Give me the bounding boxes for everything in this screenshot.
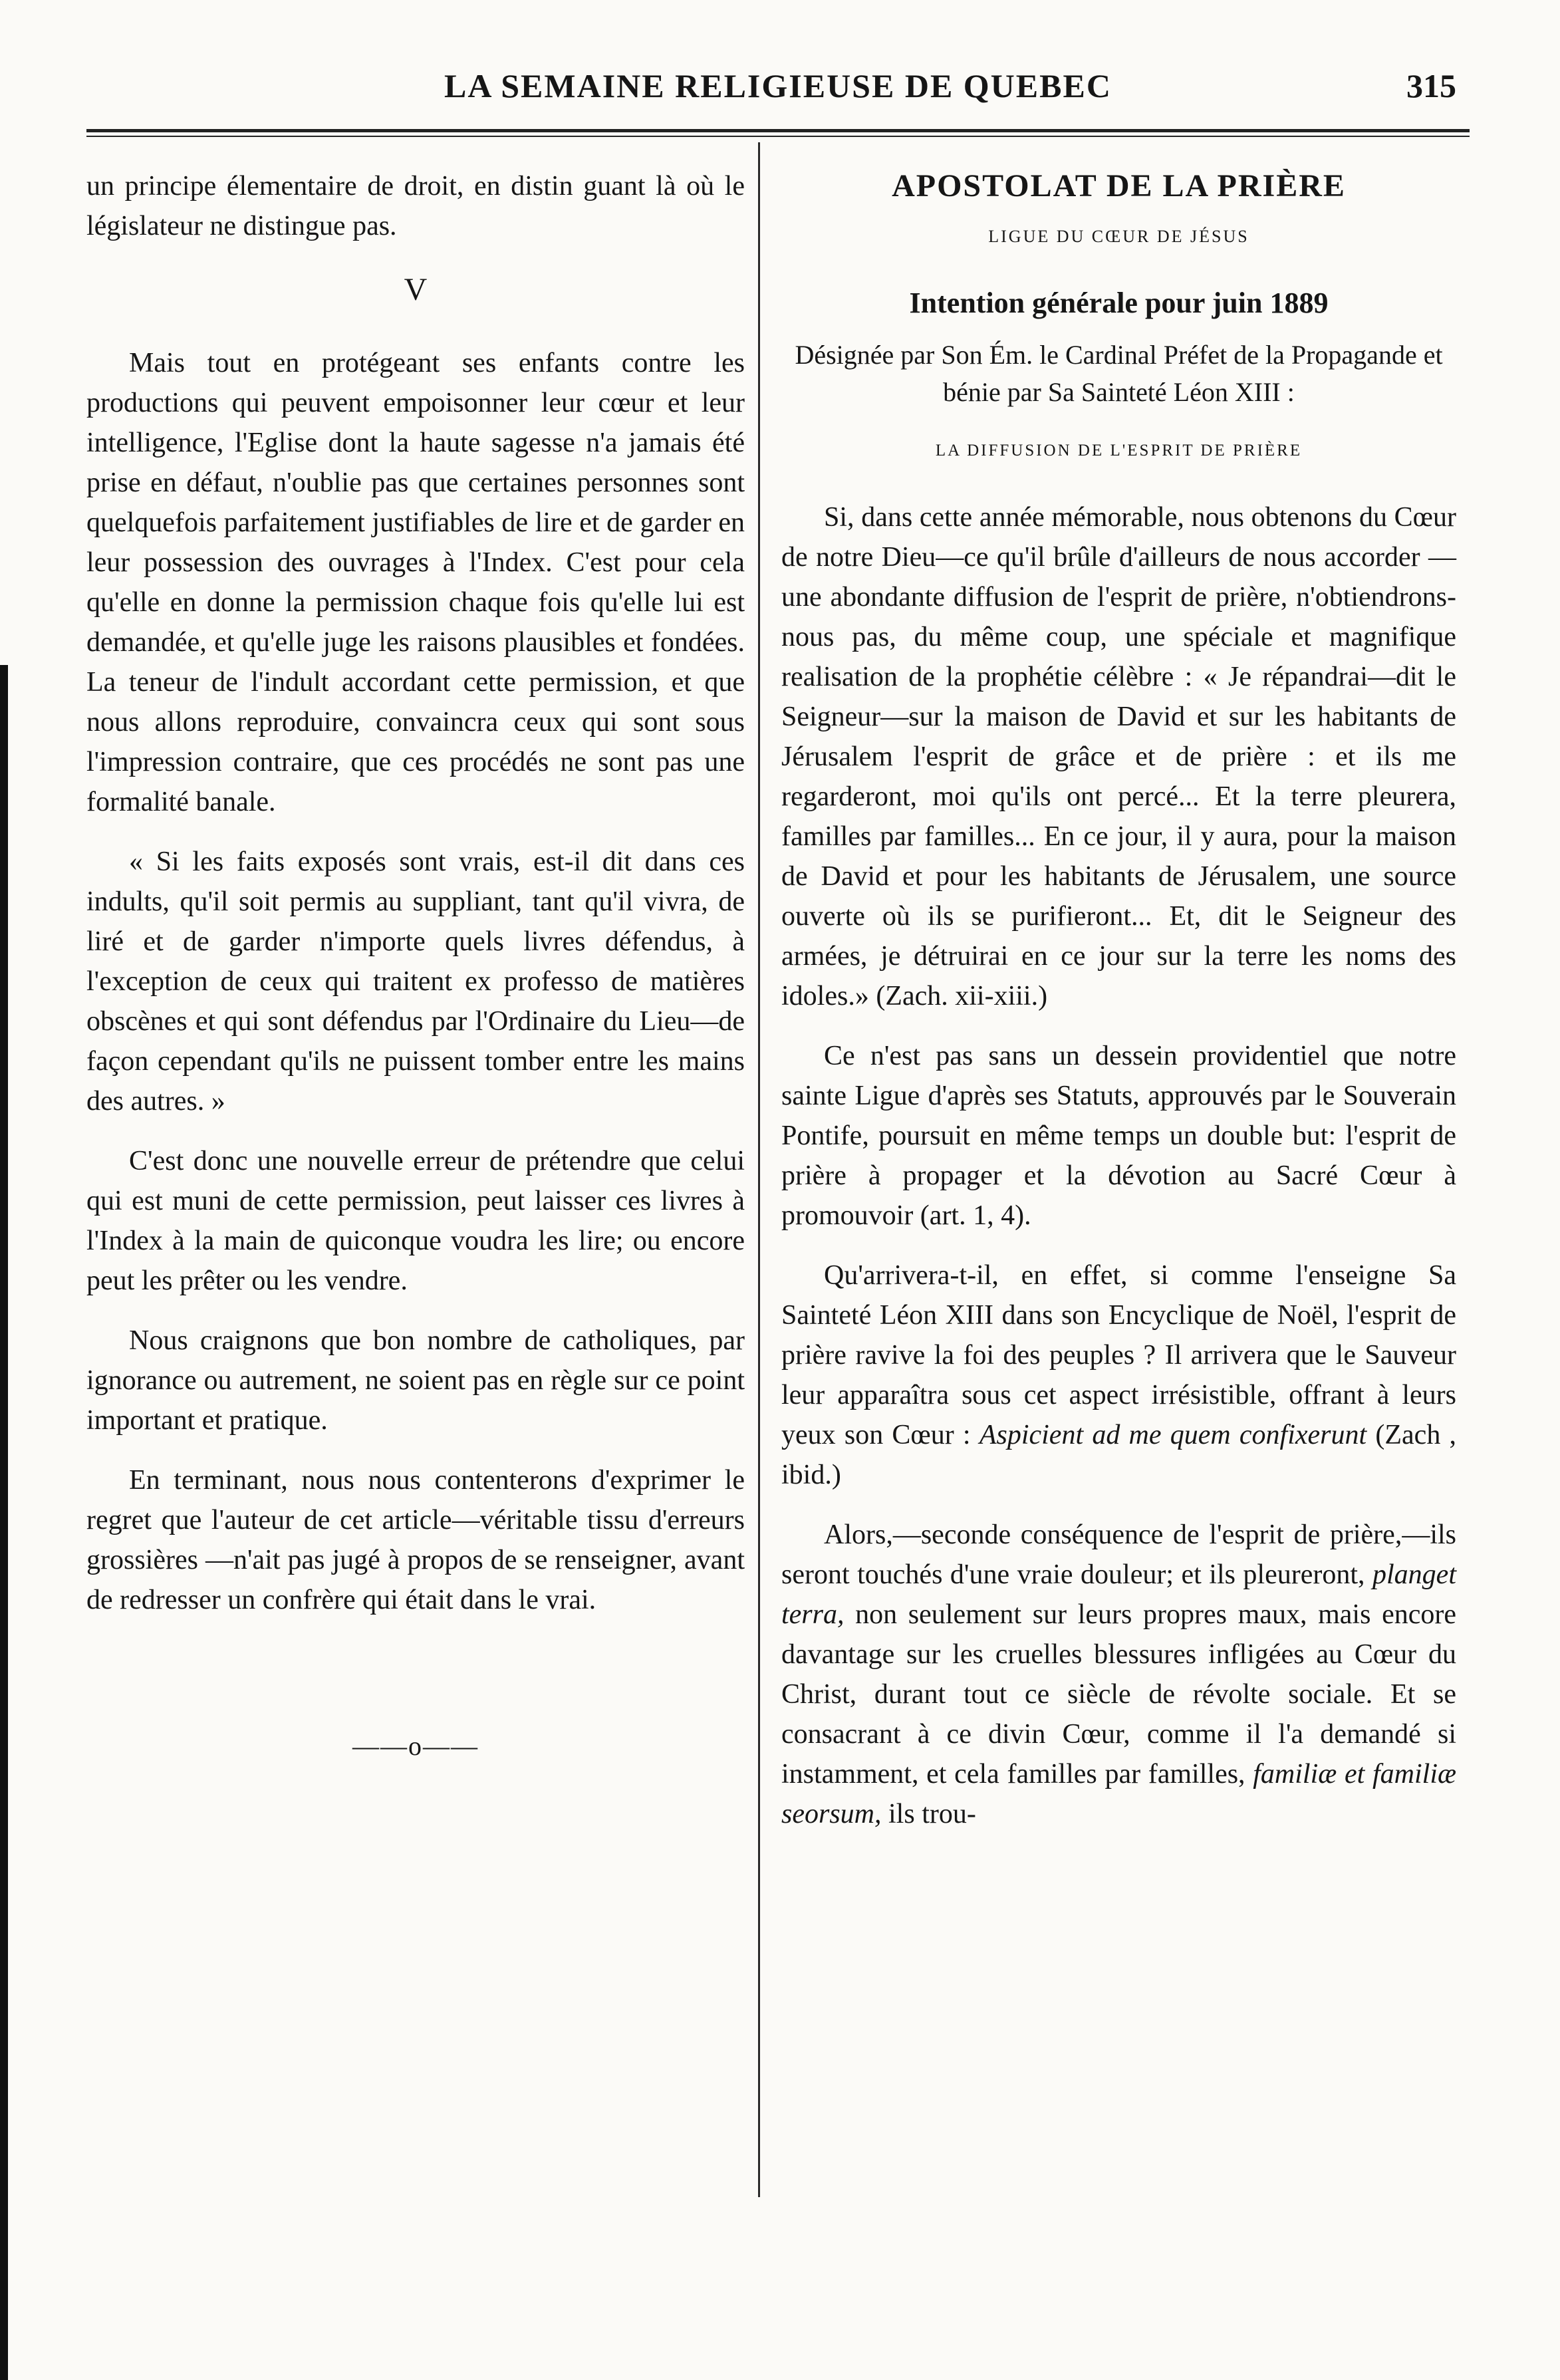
column-divider	[758, 142, 760, 2197]
text-run: Qu'arrivera-t-il, en effet, si comme l'enseigne Sa Sainteté Léon XIII dans son Encyclique de Noël, l'esprit de prière ravive la foi des peuples ? Il arrivera que le Sauveur leur apparaîtra sous cet aspect irrésistible, offrant à leurs yeux son Cœur :	[781, 1260, 1456, 1450]
quotation-paragraph: « Si les faits exposés sont vrais, est-il dit dans ces indults, qu'il soit permis au suppliant, tant qu'il vivra, de liré et de garder n'importe quels livres défendus, à l'exception de ceux qui traitent ex professo de matières obscènes et qui sont défendus par l'Ordinaire du Lieu—de façon cependant qu'ils ne puissent tomber entre les mains des autres. »	[86, 847, 745, 1117]
designation-note: Désignée par Son Ém. le Cardinal Préfet de la Propagande et bénie par Sa Sainteté Léon XIII :	[795, 340, 1443, 407]
section-title: APOSTOLAT DE LA PRIÈRE	[892, 168, 1346, 203]
paragraph: Ce n'est pas sans un dessein providentiel que notre sainte Ligue d'après ses Statuts, approuvés par le Souverain Pontife, poursuit en même temps un double but: l'esprit de prière à propager et la dévotion au Sacré Cœur à promouvoir (art. 1, 4).	[781, 1041, 1456, 1231]
paragraph: En terminant, nous nous contenterons d'exprimer le regret que l'auteur de cet article—véritable tissu d'erreurs grossières —n'ait pas jugé à propos de se renseigner, avant de redresser un confrère qui était dans le vrai.	[86, 1465, 745, 1615]
paragraph: Si, dans cette année mémorable, nous obtenons du Cœur de notre Dieu—ce qu'il brûle d'ailleurs de nous accorder — une abondante diffusion de l'esprit de prière, n'obtiendrons-nous pas, du même coup, une spéciale et magnifique realisation de la prophétie célèbre : « Je répandrai—dit le Seigneur—sur la maison de David et sur les habitants de Jérusalem l'esprit de grâce et de prière : et ils me regarderont, moi qu'ils ont percé... Et la terre pleurera, familles par familles... En ce jour, il y aura, pour la maison de David et pour les habitants de Jérusalem, une source ouverte où ils se purifieront... Et, dit le Seigneur des armées, je détruirai en ce jour sur la terre les noms des idoles.» (Zach. xii-xiii.)	[781, 502, 1456, 1011]
page-number: 315	[1406, 67, 1456, 104]
section-numeral: V	[404, 272, 428, 307]
text-run: Alors,—seconde conséquence de l'esprit de prière,—ils seront touchés d'une vraie douleur; et ils pleureront,	[781, 1520, 1456, 1590]
right-column	[781, 166, 1456, 1854]
text-run: non seulement sur leurs propres maux, mais encore davantage sur les cruelles blessures infligées au Cœur du Christ, durant tout ce siècle de révolte sociale. Et se consacrant à ce divin Cœur, comme il l'a demandé si instamment, et cela familles par familles,	[781, 1599, 1456, 1789]
intention-heading: Intention générale pour juin 1889	[909, 287, 1329, 319]
latin-quote: planget terra,	[781, 1559, 1456, 1630]
journal-title: LA SEMAINE RELIGIEUSE DE QUEBEC	[444, 67, 1112, 104]
header-rule-thin	[86, 136, 1470, 137]
citation: (Zach , ibid.)	[781, 1420, 1457, 1490]
page-edge-shadow	[0, 665, 8, 2380]
paragraph: un principe élementaire de droit, en distin guant là où le législateur ne distingue pas.	[86, 171, 745, 241]
running-header	[86, 66, 1470, 113]
header-rule-thick	[86, 129, 1470, 132]
section-subtitle: LIGUE DU CŒUR DE JÉSUS	[988, 227, 1249, 246]
text-run: ils trou-	[888, 1799, 976, 1829]
topic-heading: LA DIFFUSION DE L'ESPRIT DE PRIÈRE	[935, 442, 1303, 460]
paragraph: C'est donc une nouvelle erreur de prétendre que celui qui est muni de cette permission, peut laisser ces livres à l'Index à la main de quiconque voudra les lire; ou encore peut les prêter ou les vendre.	[86, 1146, 745, 1296]
paragraph: Mais tout en protégeant ses enfants contre les productions qui peuvent empoisonner leur cœur et leur intelligence, l'Eglise dont la haute sagesse n'a jamais été prise en défaut, n'oublie pas que certaines personnes sont quelquefois parfaitement justifiables de lire et de garder en leur possession des ouvrages à l'Index. C'est pour cela qu'elle en donne la permission chaque fois qu'elle lui est demandée, et qu'elle juge les raisons plausibles et fondées. La teneur de l'indult accordant cette permission, et que nous allons reproduire, convaincra ceux qui sont sous l'impression contraire, que ces procédés ne sont pas une formalité banale.	[86, 348, 745, 817]
end-separator: ——o——	[352, 1731, 479, 1761]
paragraph	[781, 1256, 1456, 1495]
paragraph: Nous craignons que bon nombre de catholiques, par ignorance ou autrement, ne soient pas en règle sur ce point important et pratique.	[86, 1325, 745, 1436]
left-column	[86, 166, 745, 1766]
latin-quote: Aspicient ad me quem confixerunt	[979, 1420, 1367, 1450]
latin-quote: familiæ et familiæ seorsum,	[781, 1759, 1457, 1829]
paragraph	[781, 1515, 1456, 1834]
